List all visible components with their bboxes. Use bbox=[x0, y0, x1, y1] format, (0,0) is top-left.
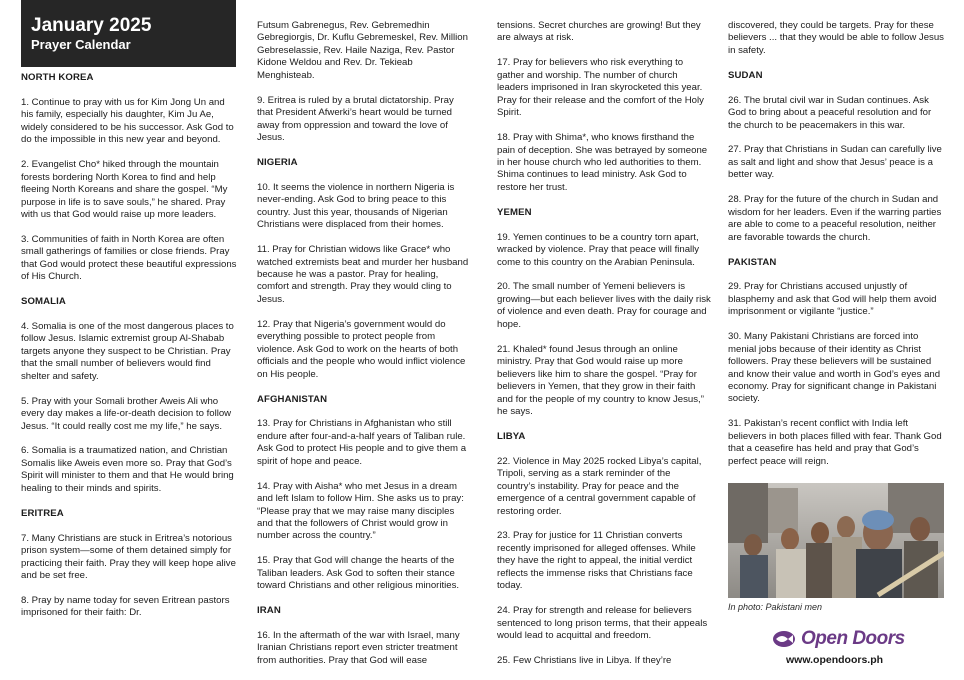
prayer-item: 18. Pray with Shima*, who knows firsthand the pain of deception. She was betrayed by someone in her house church who led authorities to them. Shima continues to lead ministry. Ask God to restore her trust. bbox=[497, 132, 708, 193]
prayer-item: 11. Pray for Christian widows like Grace* who watched extremists beat and murder her husband because he was a pastor. Pray for healing, comfort and strength. Pray they would cling to Jesus. bbox=[257, 244, 469, 305]
prayer-item: 1. Continue to pray with us for Kim Jong Un and his family, especially his daughter, Kim Ju Ae, widely considered to be his successor. Ask God to do the impossible in this new year and beyond. bbox=[21, 96, 234, 146]
text-column-4 bbox=[728, 20, 944, 481]
section-heading: PAKISTAN bbox=[728, 256, 777, 268]
section-heading: AFGHANISTAN bbox=[257, 393, 328, 405]
open-doors-logo[interactable] bbox=[772, 628, 905, 650]
section-heading: ERITREA bbox=[21, 507, 64, 519]
section-heading: IRAN bbox=[257, 605, 281, 617]
prayer-item: 20. The small number of Yemeni believers is growing—but each believer lives with the daily risk of violence and even death. Pray for courage and hope. bbox=[497, 281, 711, 330]
prayer-item: 8. Pray by name today for seven Eritrean pastors imprisoned for their faith: Dr. bbox=[21, 594, 230, 619]
prayer-item: 27. Pray that Christians in Sudan can carefully live as salt and light and show that Jesus’ peace is a better way. bbox=[728, 144, 942, 181]
prayer-item: 21. Khaled* found Jesus through an online ministry. Pray that God would raise up more believers like him to share the gospel. “Pray for believers in Yemen, that they grow in their faith and for the people of my country to know Jesus,” he says. bbox=[497, 343, 704, 417]
calendar-subtitle: Prayer Calendar bbox=[31, 37, 131, 52]
prayer-item: 29. Pray for Christians accused unjustly of blasphemy and ask that God will help them avoid imprisonment or vigilante “justice.” bbox=[728, 281, 937, 318]
section-heading: LIBYA bbox=[497, 430, 526, 442]
open-doors-fish-icon bbox=[772, 630, 798, 648]
section-heading: SUDAN bbox=[728, 69, 763, 81]
prayer-item: 15. Pray that God will change the hearts of the Taliban leaders. Ask God to soften their stance toward Christians and other religious minorities. bbox=[257, 555, 460, 592]
prayer-item: discovered, they could be targets. Pray for these believers ... that they would be able to follow Jesus in safety. bbox=[728, 20, 944, 56]
calendar-month-title: January 2025 bbox=[31, 15, 152, 36]
prayer-item: 24. Pray for strength and release for believers sentenced to long prison terms, that their appeals would lead to acquittal and freedom. bbox=[497, 605, 708, 642]
prayer-item: 5. Pray with your Somali brother Aweis Ali who every day makes a life-or-death decision to follow Jesus. “It could really cost me my life,” he says. bbox=[21, 395, 232, 432]
prayer-item: 25. Few Christians live in Libya. If they’re bbox=[497, 654, 672, 666]
prayer-item: 16. In the aftermath of the war with Israel, many Iranian Christians report even stricter treatment from authorities. Pray that God will ease bbox=[257, 630, 460, 666]
prayer-item: 23. Pray for justice for 11 Christian converts recently imprisoned for alleged offenses. While they have the right to appeal, the initial verdict reflects the immense risks that Christians face today. bbox=[497, 530, 696, 592]
prayer-item: 22. Violence in May 2025 rocked Libya’s capital, Tripoli, serving as a stark reminder of the country’s instability. Pray for peace and the emergence of a central government capable of restoring order. bbox=[497, 455, 702, 517]
section-heading: NIGERIA bbox=[257, 156, 298, 168]
prayer-item: 28. Pray for the future of the church in Sudan and wisdom for her leaders. Even if the warring parties are able to come to a peaceful resolution, neither are favorable towards the church. bbox=[728, 194, 942, 243]
prayer-item: 13. Pray for Christians in Afghanistan who still endure after four-and-a-half years of Taliban rule. Ask God to protect His people and to give them a spirit of hope and peace. bbox=[257, 418, 467, 467]
website-url[interactable]: www.opendoors.ph bbox=[786, 654, 884, 666]
prayer-item: 17. Pray for believers who risk everything to gather and worship. The number of church leaders imprisoned in Iran skyrocketed this year. Pray for their release and the comfort of the Holy Spirit. bbox=[497, 57, 704, 119]
text-column-3 bbox=[497, 20, 711, 680]
prayer-item: 30. Many Pakistani Christians are forced into menial jobs because of their identity as Christ followers. Pray these believers will be sustained and know their value and worth in God’s eyes and economy. Pray for significant change in Pakistani society. bbox=[728, 331, 941, 405]
prayer-item: 9. Eritrea is ruled by a brutal dictatorship. Pray that President Afwerki’s heart would be turned away from oppression and toward the love of Jesus. bbox=[257, 94, 454, 144]
prayer-item: tensions. Secret churches are growing! But they are always at risk. bbox=[497, 20, 701, 44]
prayer-item: 14. Pray with Aisha* who met Jesus in a dream and left Islam to follow Him. She asks us to pray: “Please pray that we may raise many disciples and that the followers of Christ would grow in number across the country.” bbox=[257, 480, 464, 542]
prayer-item: 7. Many Christians are stuck in Eritrea’s notorious prison system—some of them detained simply for practicing their faith. Pray they will keep hope alive and be set free. bbox=[21, 532, 236, 581]
prayer-item: 12. Pray that Nigeria’s government would do everything possible to protect people from violence. Ask God to work on the hearts of both officials and the people who would inflict violence on His people. bbox=[257, 318, 466, 380]
calendar-header bbox=[21, 0, 236, 67]
prayer-item: 3. Communities of faith in North Korea are often small gatherings of families or close friends. Pray that God would protect these beautiful expressions of His Church. bbox=[21, 233, 237, 283]
prayer-item: 4. Somalia is one of the most dangerous places to follow Jesus. Islamic extremist group Al-Shabab targets anyone they suspect to be Christian. Pray that the small number of believers would find shelter and safety. bbox=[21, 320, 234, 382]
pakistani-men-photo bbox=[728, 483, 944, 598]
section-heading: NORTH KOREA bbox=[21, 72, 94, 83]
section-heading: YEMEN bbox=[497, 206, 532, 218]
prayer-item: 2. Evangelist Cho* hiked through the mountain forests bordering North Korea to find and help fleeing North Koreans and share the gospel. “My purpose in life is to save souls,” he shared. Pray with us that God would raise up more leaders. bbox=[21, 159, 228, 220]
prayer-item: 31. Pakistan’s recent conflict with India left believers in both places filled with fear. Thank God that a ceasefire has held and pray that God’s perfect peace will reign. bbox=[728, 418, 942, 467]
open-doors-logo-text: Open Doors bbox=[801, 628, 905, 649]
prayer-item: 19. Yemen continues to be a country torn apart, wracked by violence. Pray that peace will finally come to this country on the Arabian Peninsula. bbox=[497, 231, 700, 268]
photo-illustration bbox=[728, 483, 944, 598]
prayer-item: 6. Somalia is a traumatized nation, and Christian Somalis like Aweis even more so. Pray that God’s Spirit will minister to them and that He would bring healing to their minds and spirits. bbox=[21, 445, 234, 494]
section-heading: SOMALIA bbox=[21, 296, 66, 308]
text-column-2 bbox=[257, 20, 471, 680]
prayer-item: 10. It seems the violence in northern Nigeria is never-ending. Ask God to bring peace to this country. Just this year, thousands of Nigerian Christians were displaced from their homes. bbox=[257, 181, 455, 231]
prayer-item: 26. The brutal civil war in Sudan continues. Ask God to bring about a peaceful resolution and for the church to be peacemakers in this war. bbox=[728, 94, 932, 131]
prayer-item: Futsum Gabrenegus, Rev. Gebremedhin Gebregiorgis, Dr. Kuflu Gebremeskel, Rev. Million Gebreselassie, Rev. Haile Naziga, Rev. Pastor Kidone Weldou and Rev. Dr. Tekieab Menghisteab. bbox=[257, 20, 468, 81]
photo-caption: In photo: Pakistani men bbox=[728, 602, 823, 612]
text-column-1 bbox=[21, 72, 237, 632]
